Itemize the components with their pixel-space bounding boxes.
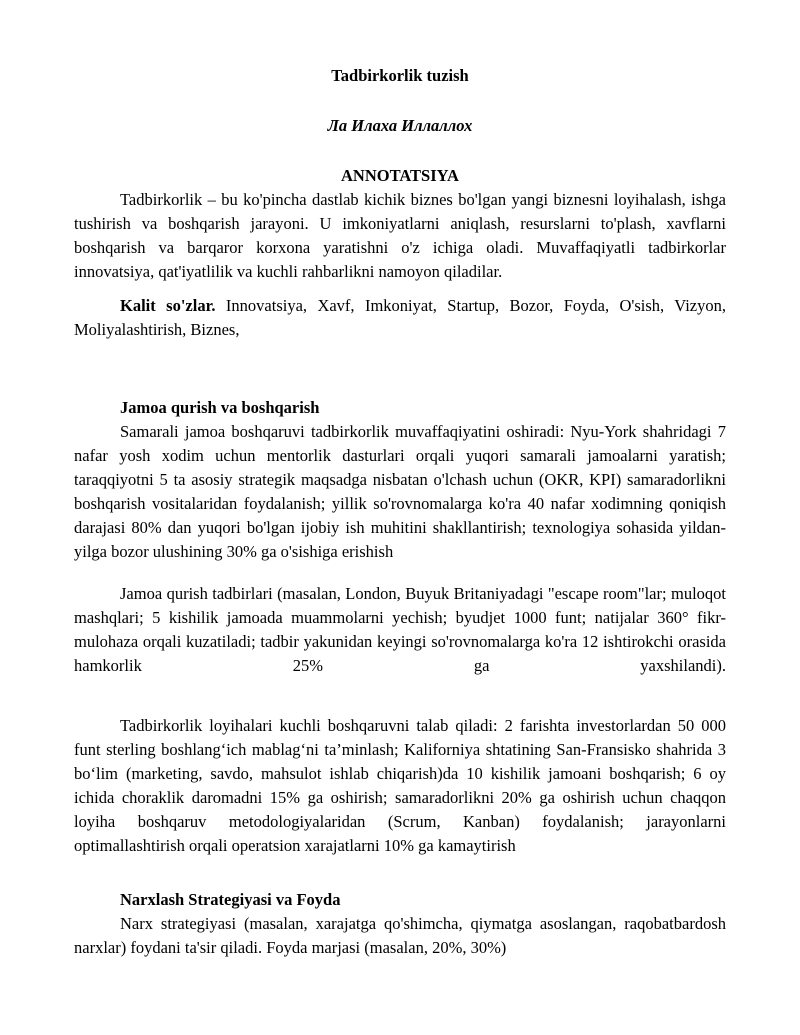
team-paragraph-3: Tadbirkorlik loyihalari kuchli boshqaruvni talab qiladi: 2 farishta investorlardan 50 000 funt sterling boshlang‘ich mablag‘ni ta’minlash; Kaliforniya shtatining San-Fransisko shahrida 3 bo‘lim (marketing, savdo, mahsulot ishlab chiqarish)da 10 kishilik jamoani boshqarish; 6 oy ichida choraklik daromadni 15% ga oshirish; samaradorlikni 20% ga oshirish uchun chaqqon loyiha boshqaruv metodologiyalaridan (Scrum, Kanban) foydalanish; jarayonlarni optimallashtirish orqali operatsion xarajatlarni 10% ga kamaytirish: [74, 716, 726, 855]
annotation-paragraph: Tadbirkorlik – bu ko'pincha dastlab kichik biznes bo'lgan yangi biznesni loyihalash, ishga tushirish va boshqarish jarayoni. U imkoniyatlarni aniqlash, resurslarni to'plash, xavflarni boshqarish va barqaror korxona yaratishni o'z ichiga oladi. Muvaffaqiyatli tadbirkorlar innovatsiya, qat'iyatlilik va kuchli rahbarlikni namoyon qiladilar.: [74, 190, 726, 281]
keywords-label: Kalit so'zlar.: [120, 296, 216, 315]
section-heading-team: Jamoa qurish va boshqarish: [120, 398, 320, 417]
document-title: Tadbirkorlik tuzish: [331, 66, 469, 85]
document-author: Ла Илаха Иллаллох: [327, 116, 473, 135]
document-page: [74, 62, 726, 960]
team-paragraph-1: Samarali jamoa boshqaruvi tadbirkorlik muvaffaqiyatini oshiradi: Nyu-York shahridagi 7 nafar yosh xodim uchun mentorlik dasturlari orqali yuqori samarali jamoalarni yaratish; taraqqiyotni 5 ta asosiy strategik maqsadga nisbatan o'lchash uchun (OKR, KPI) samaradorlikni boshqarish vositalaridan foydalanish; yillik so'rovnomalarga ko'ra 40 nafar xodimning qoniqish darajasi 80% dan yuqori bo'lgan ijobiy ish muhitini shakllantirish; texnologiya sohasida yildan-yilga bozor ulushining 30% ga o'sishiga erishish: [74, 422, 726, 561]
team-paragraph-2: Jamoa qurish tadbirlari (masalan, London, Buyuk Britaniyadagi "escape room"lar; muloqot mashqlari; 5 kishilik jamoada muammolarni yechish; byudjet 1000 funt; natijalar 360° fikr-mulohaza orqali kuzatiladi; tadbir yakunidan keyingi so'rovnomalarga ko'ra 12 ishtirokchi orasida hamkorlik 25% ga yaxshilandi).: [74, 584, 726, 675]
annotation-heading: ANNOTATSIYA: [341, 166, 459, 185]
keywords-list: Innovatsiya, Xavf, Imkoniyat, Startup, Bozor, Foyda, O'sish, Vizyon, Moliyalashtirish, Biznes,: [74, 296, 726, 339]
pricing-paragraph-1: Narx strategiyasi (masalan, xarajatga qo'shimcha, qiymatga asoslangan, raqobatbardosh narxlar) foydani ta'sir qiladi. Foyda marjasi (masalan, 20%, 30%): [74, 914, 726, 957]
keywords-paragraph: [74, 294, 726, 342]
section-heading-pricing: Narxlash Strategiyasi va Foyda: [120, 890, 341, 909]
